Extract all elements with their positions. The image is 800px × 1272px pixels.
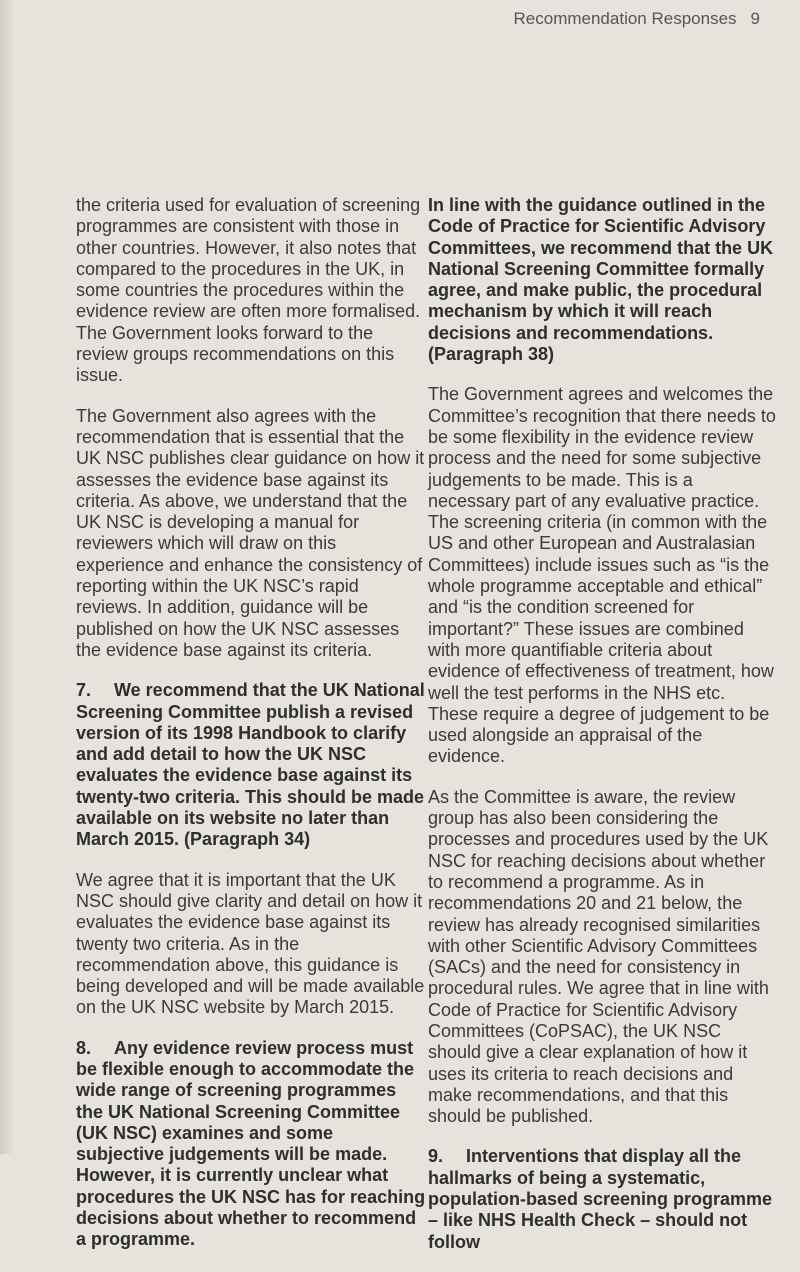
response-paragraph: We agree that it is important that the UK NSC should give clarity and detail on how it evaluates the evidence base against its twenty two criteria. As in the recommendation above, this guidance is being developed and will be made available on the UK NSC website by March 2015. bbox=[76, 869, 425, 1018]
recommendation-8 bbox=[76, 1038, 426, 1251]
recommendation-text: We recommend that the UK National Screening Committee publish a revised version of its 1998 Handbook to clarify and add detail to how the UK NSC evaluates the evidence base against its twenty-two criteria. This should be made available on its website no later than March 2015. (Paragraph 34) bbox=[76, 680, 425, 850]
response-paragraph: The Government also agrees with the recommendation that is essential that the UK NSC publishes clear guidance on how it assesses the evidence base against its criteria. As above, we understand that the UK NSC is developing a manual for reviewers which will draw on this experience and enhance the consistency of reporting within the UK NSC’s rapid reviews. In addition, guidance will be published on how the UK NSC assesses the evidence base against its criteria. bbox=[76, 405, 425, 660]
section-title: Recommendation Responses bbox=[513, 9, 737, 28]
response-paragraph: The Government agrees and welcomes the Committee’s recognition that there needs to be some flexibility in the evidence review process and the need for some subjective judgements to be made. This is a necessary part of any evaluative practice. The screening criteria (in common with the US and other European and Australasian Committees) include issues such as “is the whole programme acceptable and ethical” and “is the condition screened for important?” These issues are combined with more quantifiable criteria about evidence of effectiveness of treatment, how well the test performs in the NHS etc. These require a degree of judgement to be used alongside an appraisal of the evidence. bbox=[428, 384, 776, 767]
response-paragraph: the criteria used for evaluation of screening programmes are consistent with those in other countries. However, it also notes that compared to the procedures in the UK, in some countries the procedures within the evidence review are often more formalised. The Government looks forward to the review groups recommendations on this issue. bbox=[76, 195, 421, 386]
right-column bbox=[428, 195, 778, 1272]
page-number: 9 bbox=[750, 9, 760, 28]
response-paragraph: As the Committee is aware, the review group has also been considering the processes and procedures used by the UK NSC for reaching decisions about whether to recommend a programme. As in recommendations 20 and 21 below, the review has already recognised similarities with other Scientific Advisory Committees (SACs) and the need for consistency in procedural rules. We agree that in line with Code of Practice for Scientific Advisory Committees (CoPSAC), the UK NSC should give a clear explanation of how it uses its criteria to reach decisions and make recommendations, and that this should be published. bbox=[428, 786, 769, 1127]
page-edge-shadow bbox=[0, 0, 14, 1154]
recommendation-continued: In line with the guidance outlined in the Code of Practice for Scientific Advisory Committees, we recommend that the UK National Screening Committee formally agree, and make public, the procedural mechanism by which it will reach decisions and recommendations. (Paragraph 38) bbox=[428, 195, 774, 365]
recommendation-text: Interventions that display all the hallmarks of being a systematic, population-based screening programme – like NHS Health Check – should not follow bbox=[428, 1146, 773, 1252]
recommendation-7 bbox=[76, 680, 426, 850]
recommendation-number: 7. bbox=[76, 680, 92, 701]
recommendation-9 bbox=[428, 1146, 778, 1252]
running-header bbox=[514, 9, 760, 29]
recommendation-number: 9. bbox=[428, 1146, 444, 1167]
recommendation-number: 8. bbox=[76, 1037, 92, 1058]
recommendation-text: Any evidence review process must be flexible enough to accommodate the wide range of screening programmes the UK National Screening Committee (UK NSC) examines and some subjective judgements will be made. However, it is currently unclear what procedures the UK NSC has for reaching decisions about whether to recommend a programme. bbox=[76, 1037, 426, 1250]
left-column bbox=[76, 195, 426, 1270]
